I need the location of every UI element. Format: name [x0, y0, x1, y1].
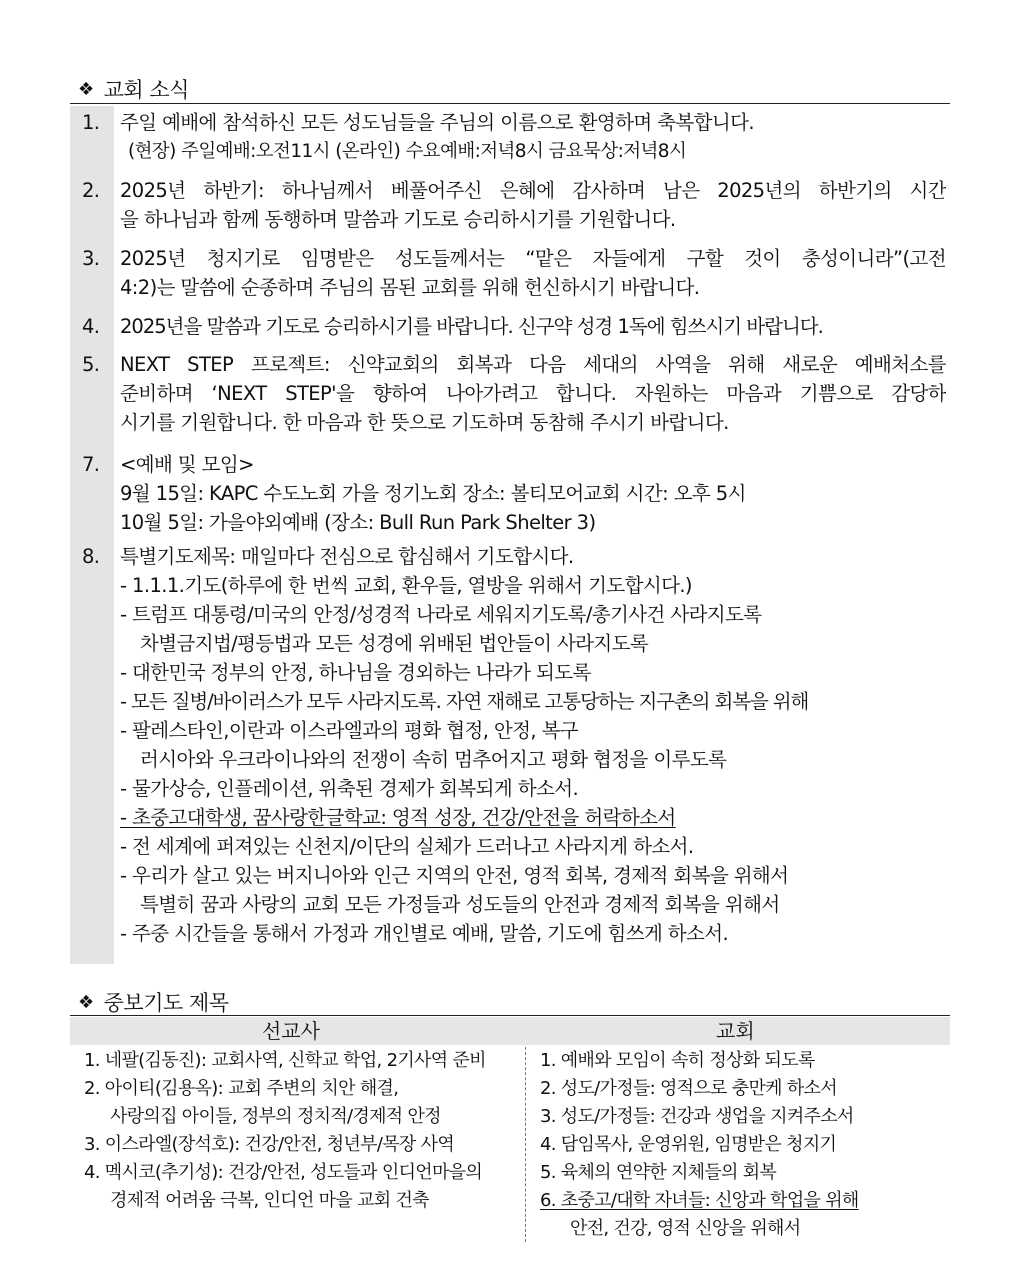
item-line: - 1.1.1.기도(하루에 한 번씩 교회, 환우들, 열방을 위해서 기도합시다.): [120, 574, 692, 597]
item-line: 10월 5일: 가을야외예배 (장소: Bull Run Park Shelter 3): [120, 511, 596, 534]
prayer-heading-rule: [70, 1015, 950, 1016]
item-line: - 물가상승, 인플레이션, 위축된 경제가 회복되게 하소서.: [120, 777, 579, 800]
missionary-line: 2. 아이티(김용옥): 교회 주변의 치안 해결,: [84, 1078, 399, 1099]
item-line: 시기를 기원합니다. 한 마음과 한 뜻으로 기도하며 동참해 주시기 바랍니다.: [120, 411, 729, 434]
church-line-underlined: 6. 초중고/대학 자녀들: 신앙과 학업을 위해: [540, 1190, 859, 1211]
item-line: 주일 예배에 참석하신 모든 성도님들을 주님의 이름으로 환영하며 축복합니다.: [120, 111, 754, 134]
missionary-line: 4. 멕시코(추기성): 건강/안전, 성도들과 인디언마을의: [84, 1162, 483, 1183]
column-divider: [525, 1047, 526, 1242]
item-line: - 주중 시간들을 통해서 가정과 개인별로 예배, 말씀, 기도에 힘쓰게 하소서.: [120, 922, 729, 945]
item-line-underlined: - 초중고대학생, 꿈사랑한글학교: 영적 성장, 건강/안전을 허락하소서: [120, 806, 676, 829]
item-line: 을 하나님과 함께 동행하며 말씀과 기도로 승리하시기를 기원합니다.: [120, 208, 676, 231]
missionary-column: [84, 1047, 486, 1215]
missionary-line: 사랑의집 아이들, 정부의 정치적/경제적 안정: [110, 1106, 441, 1127]
item-line: 2025년 청지기로 임명받은 성도들께서는 “맡은 자들에게 구할 것이 충성이니라”(고전: [120, 247, 946, 270]
news-heading-rule: [70, 103, 950, 104]
church-header: 교회: [716, 1019, 755, 1043]
church-line: 1. 예배와 모임이 속히 정상화 되도록: [540, 1050, 815, 1071]
item-number: 3.: [82, 247, 100, 270]
item-line: - 모든 질병/바이러스가 모두 사라지도록. 자연 재해로 고통당하는 지구촌의 회복을 위해: [120, 690, 809, 713]
item-number: 8.: [82, 545, 100, 568]
item-number: 4.: [82, 315, 100, 338]
item-line: - 대한민국 정부의 안정, 하나님을 경외하는 나라가 되도록: [120, 661, 591, 684]
item-line: - 전 세계에 퍼져있는 신천지/이단의 실체가 드러나고 사라지게 하소서.: [120, 835, 694, 858]
number-column-shade: [70, 106, 114, 964]
item-line: 특별기도제목: 매일마다 전심으로 합심해서 기도합시다.: [120, 545, 574, 568]
item-line: 9월 15일: KAPC 수도노회 가을 정기노회 장소: 볼티모어교회 시간: 오후 5시: [120, 482, 746, 505]
item-line: <예배 및 모임>: [120, 453, 254, 476]
church-column: [540, 1047, 859, 1243]
news-title: 교회 소식: [103, 78, 189, 102]
diamond-bullet-icon: ❖: [78, 991, 94, 1013]
item-line: - 우리가 살고 있는 버지니아와 인근 지역의 안전, 영적 회복, 경제적 회복을 위해서: [120, 864, 789, 887]
diamond-bullet-icon: ❖: [78, 78, 94, 100]
item-line: 특별히 꿈과 사랑의 교회 모든 가정들과 성도들의 안전과 경제적 회복을 위해서: [140, 893, 780, 916]
prayer-table-header: [70, 1017, 950, 1045]
item-number: 7.: [82, 453, 100, 476]
missionary-line: 1. 네팔(김동진): 교회사역, 신학교 학업, 2기사역 준비: [84, 1050, 486, 1071]
church-line: 2. 성도/가정들: 영적으로 충만케 하소서: [540, 1078, 837, 1099]
item-line: 2025년 하반기: 하나님께서 베풀어주신 은혜에 감사하며 남은 2025년의 하반기의 시간: [120, 179, 946, 202]
item-line: 2025년을 말씀과 기도로 승리하시기를 바랍니다. 신구약 성경 1독에 힘쓰시기 바랍니다.: [120, 315, 823, 338]
item-line: NEXT STEP 프로젝트: 신약교회의 회복과 다음 세대의 사역을 위해 새로운 예배처소를: [120, 353, 946, 376]
church-line: 3. 성도/가정들: 건강과 생업을 지켜주소서: [540, 1106, 854, 1127]
news-section-heading: [78, 74, 189, 104]
item-number: 1.: [82, 111, 100, 134]
church-line: 4. 담임목사, 운영위원, 임명받은 청지기: [540, 1134, 837, 1155]
item-line: 러시아와 우크라이나와의 전쟁이 속히 멈추어지고 평화 협정을 이루도록: [140, 748, 727, 771]
prayer-section-heading: [78, 987, 229, 1017]
item-line: (현장) 주일예배:오전11시 (온라인) 수요예배:저녁8시 금요묵상:저녁8시: [128, 141, 687, 162]
item-line: - 팔레스타인,이란과 이스라엘과의 평화 협정, 안정, 복구: [120, 719, 579, 742]
item-number: 5.: [82, 353, 100, 376]
church-line: 5. 육체의 연약한 지체들의 회복: [540, 1162, 777, 1183]
item-line: 차별금지법/평등법과 모든 성경에 위배된 법안들이 사라지도록: [140, 632, 649, 655]
church-line: 안전, 건강, 영적 신앙을 위해서: [570, 1218, 801, 1239]
item-number: 2.: [82, 179, 100, 202]
item-line: - 트럼프 대통령/미국의 안정/성경적 나라로 세워지기도록/총기사건 사라지도록: [120, 603, 762, 626]
missionary-line: 3. 이스라엘(장석호): 건강/안전, 청년부/목장 사역: [84, 1134, 455, 1155]
item-line: 준비하며 ‘NEXT STEP'을 향하여 나아가려고 합니다. 자원하는 마음과 기쁨으로 감당하: [120, 382, 946, 405]
item-line: 4:2)는 말씀에 순종하며 주님의 몸된 교회를 위해 헌신하시기 바랍니다.: [120, 276, 700, 299]
missionary-line: 경제적 어려움 극복, 인디언 마을 교회 건축: [110, 1190, 429, 1211]
missionary-header: 선교사: [262, 1019, 320, 1043]
prayer-title: 중보기도 제목: [103, 991, 229, 1015]
